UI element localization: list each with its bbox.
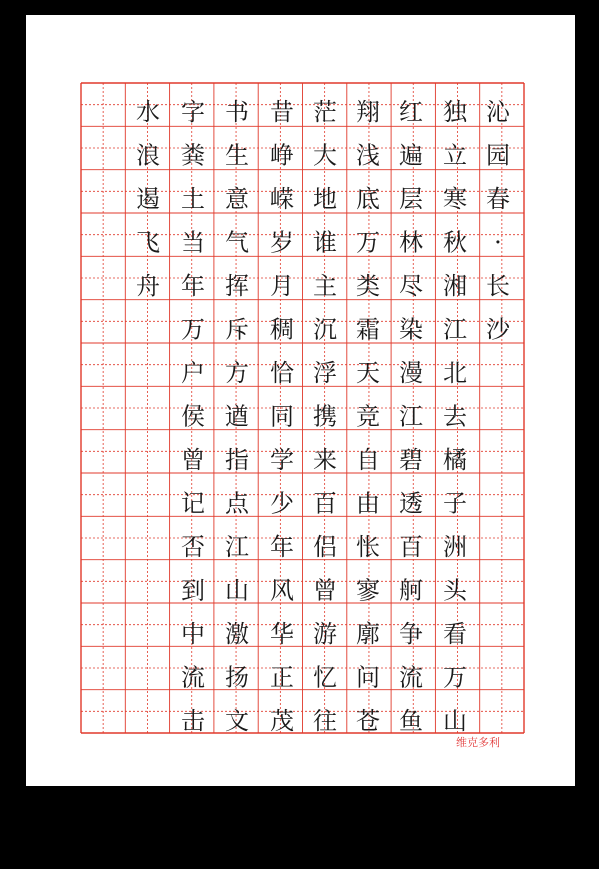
handwritten-char: 浪 [136, 141, 160, 170]
handwritten-char: 到 [181, 576, 205, 605]
handwritten-char: 洲 [443, 533, 467, 561]
handwritten-char: 天 [356, 359, 380, 387]
handwritten-char: 独 [443, 98, 467, 126]
handwritten-char: 年 [181, 272, 205, 300]
handwritten-char: 山 [443, 707, 467, 735]
handwritten-char: 霜 [356, 315, 380, 344]
handwritten-char: 万 [356, 228, 380, 257]
handwritten-char: 怅 [356, 533, 380, 561]
handwritten-char: 类 [356, 272, 380, 300]
handwritten-char: 头 [443, 576, 467, 605]
handwritten-char: 看 [443, 620, 467, 648]
handwritten-char: 字 [181, 98, 205, 126]
handwritten-char: 苍 [356, 707, 380, 735]
handwritten-char: 橘 [443, 446, 467, 474]
handwritten-char: 挥 [225, 272, 249, 300]
handwritten-char: 岁 [270, 228, 294, 257]
handwritten-char: 否 [181, 533, 205, 561]
handwritten-char: 竞 [356, 402, 380, 431]
handwritten-char: 稠 [270, 315, 294, 344]
handwritten-char: 生 [225, 141, 249, 170]
handwritten-char: 来 [313, 446, 337, 474]
handwritten-char: 遒 [225, 402, 249, 431]
handwritten-char: 游 [313, 620, 337, 648]
handwritten-char: 峥 [270, 141, 294, 170]
handwritten-char: 底 [356, 185, 380, 213]
handwritten-char: 嵘 [270, 185, 294, 213]
handwritten-char: 舟 [136, 272, 160, 300]
handwritten-char: 由 [356, 489, 380, 518]
handwritten-char: 山 [225, 576, 249, 605]
handwritten-char: 廓 [356, 620, 380, 648]
handwritten-char: 浮 [313, 359, 337, 387]
handwritten-char: 正 [270, 663, 294, 692]
handwritten-char: 江 [225, 533, 249, 561]
handwritten-char: 气 [225, 228, 249, 257]
handwritten-char: 立 [443, 141, 467, 170]
handwritten-char: 意 [225, 185, 249, 213]
handwritten-char: 碧 [399, 446, 423, 474]
handwritten-char: 林 [399, 228, 423, 257]
handwritten-char: 曾 [313, 576, 337, 605]
handwritten-char: 寥 [356, 576, 380, 605]
handwritten-char: 土 [181, 185, 205, 213]
handwritten-char: 遏 [136, 185, 160, 213]
handwritten-char: 翔 [356, 98, 380, 126]
handwritten-char: 主 [313, 272, 337, 300]
handwritten-char: 扬 [225, 663, 249, 692]
handwritten-char: 侣 [313, 533, 337, 561]
handwritten-char: 浅 [356, 141, 380, 170]
handwritten-char: 园 [486, 141, 510, 170]
handwritten-char: 春 [486, 185, 510, 213]
handwritten-char: · [494, 228, 502, 257]
handwritten-char: 记 [181, 489, 205, 518]
handwritten-char: 少 [270, 489, 294, 518]
handwritten-char: 月 [270, 272, 294, 300]
handwritten-char: 舸 [399, 576, 423, 605]
handwritten-char: 谁 [313, 228, 337, 257]
handwritten-char: 学 [270, 446, 294, 474]
handwritten-char: 风 [270, 576, 294, 605]
handwritten-char: 曾 [181, 446, 205, 474]
handwritten-char: 沉 [313, 315, 337, 344]
handwritten-char: 点 [225, 489, 249, 518]
handwritten-char: 江 [399, 402, 423, 431]
handwritten-char: 茂 [270, 707, 294, 735]
handwritten-char: 年 [270, 533, 294, 561]
handwritten-char: 激 [225, 620, 249, 648]
handwritten-char: 茫 [313, 98, 337, 126]
handwritten-char: 万 [443, 663, 467, 692]
handwritten-char: 华 [270, 620, 294, 648]
handwritten-char: 百 [399, 533, 423, 561]
handwritten-char: 自 [356, 446, 380, 474]
handwritten-char: 飞 [136, 228, 160, 257]
handwritten-char: 方 [225, 359, 249, 387]
handwritten-char: 争 [399, 620, 423, 648]
handwritten-char: 子 [443, 489, 467, 518]
handwritten-char: 江 [443, 315, 467, 344]
handwritten-char: 问 [356, 663, 380, 692]
handwritten-char: 红 [399, 98, 423, 126]
author-signature: 维克多利 [456, 736, 500, 749]
handwritten-char: 沙 [486, 315, 510, 344]
handwritten-char: 流 [181, 663, 205, 692]
handwritten-char: 水 [136, 98, 160, 126]
handwritten-char: 地 [313, 185, 337, 213]
handwritten-char: 指 [225, 446, 249, 474]
handwritten-char: 书 [225, 98, 249, 126]
handwritten-char: 大 [313, 141, 337, 170]
handwritten-char: 北 [443, 359, 467, 387]
handwritten-char: 流 [399, 663, 423, 692]
handwritten-char: 户 [181, 359, 205, 387]
handwritten-char: 鱼 [399, 707, 423, 735]
handwritten-char: 粪 [181, 141, 205, 170]
handwritten-char: 侯 [181, 402, 205, 431]
handwritten-char: 往 [313, 707, 337, 735]
handwritten-char: 长 [486, 272, 510, 300]
handwritten-char: 百 [313, 489, 337, 518]
handwritten-char: 中 [181, 620, 205, 648]
handwritten-char: 当 [181, 228, 205, 257]
handwritten-char: 沁 [486, 98, 510, 126]
handwritten-char: 携 [313, 402, 337, 431]
handwritten-char: 层 [399, 185, 423, 213]
handwritten-char: 寒 [443, 185, 467, 213]
handwritten-char: 秋 [443, 228, 467, 257]
handwritten-char: 漫 [399, 359, 423, 387]
handwritten-char: 昔 [270, 98, 294, 126]
handwritten-char: 斥 [225, 315, 249, 344]
handwritten-char: 去 [443, 402, 467, 431]
handwritten-char: 尽 [399, 272, 423, 300]
handwritten-char: 遍 [399, 141, 423, 170]
handwritten-char: 同 [270, 402, 294, 431]
handwritten-char: 忆 [313, 663, 337, 692]
handwritten-char: 文 [225, 707, 249, 735]
handwritten-char: 万 [181, 315, 205, 344]
handwritten-char: 湘 [443, 272, 467, 300]
handwritten-char: 击 [181, 707, 205, 735]
handwritten-char: 恰 [270, 359, 294, 387]
handwritten-char: 透 [399, 489, 423, 518]
handwritten-char: 染 [399, 315, 423, 344]
